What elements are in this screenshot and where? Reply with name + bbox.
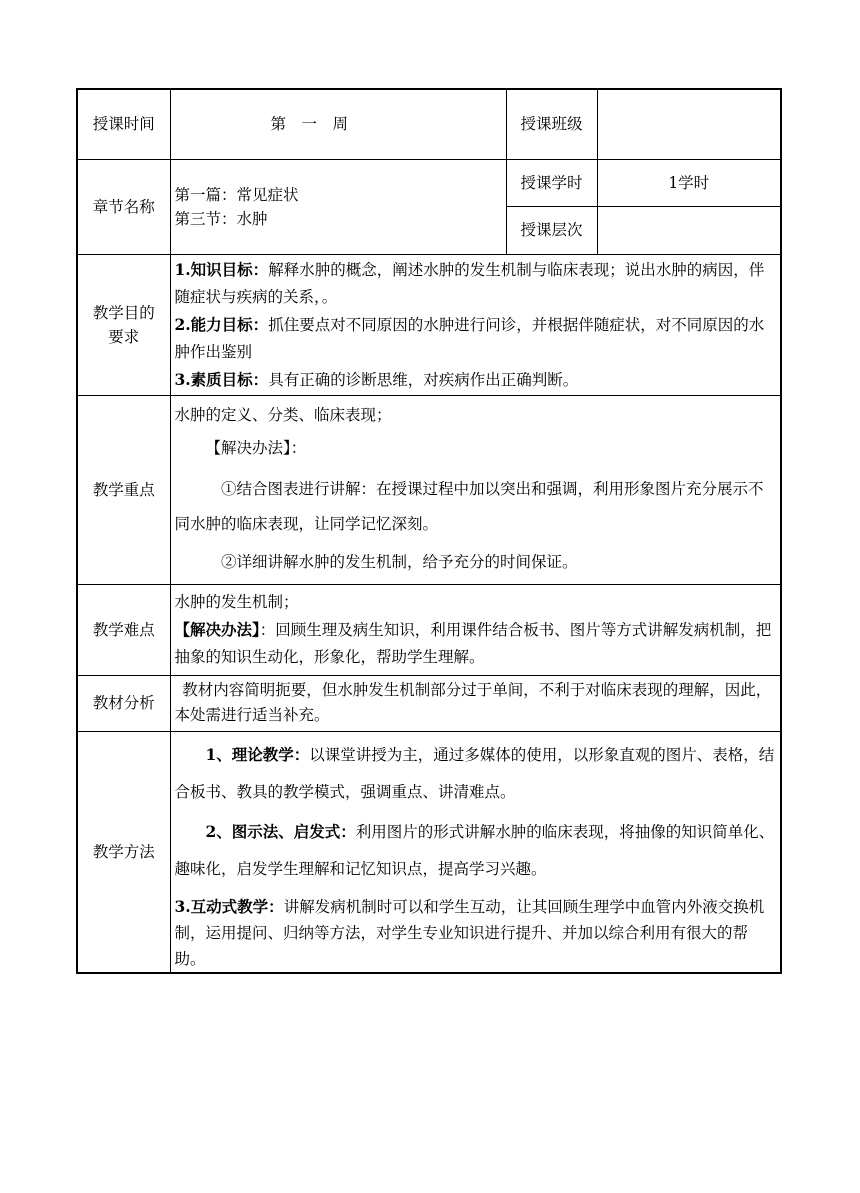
time-value: 第 一 周 bbox=[170, 89, 506, 159]
key-points-item-2: ②详细讲解水肿的发生机制，给予充分的时间保证。 bbox=[221, 552, 578, 571]
row-chapter bbox=[77, 159, 781, 206]
difficulties-solution bbox=[175, 616, 777, 671]
method-text: 以课堂讲授为主，通过多媒体的使用，以形象直观的图片、表格，结合板书、教具的教学模式，强调重点、讲清难点。 bbox=[174, 745, 775, 801]
key-points-solution-title: 【解决办法】： bbox=[205, 438, 307, 457]
row-time bbox=[77, 89, 781, 159]
analysis-content: 教材内容简明扼要，但水肿发生机制部分过于单间，不利于对临床表现的理解，因此，本处需进行适当补充。 bbox=[170, 675, 781, 731]
goal-item bbox=[175, 366, 777, 394]
level-label: 授课层次 bbox=[506, 206, 597, 254]
key-points-intro: 水肿的定义、分类、临床表现； bbox=[174, 405, 392, 424]
row-key-points bbox=[77, 395, 781, 584]
lesson-plan-table bbox=[76, 88, 782, 974]
difficulties-intro: 水肿的发生机制； bbox=[174, 592, 299, 611]
row-goals bbox=[77, 254, 781, 395]
method-title: 2、图示法、启发式： bbox=[205, 821, 356, 841]
key-points-item-1: ①结合图表进行讲解：在授课过程中加以突出和强调，利用形象图片充分展示不同水肿的临床表现，让同学记忆深刻。 bbox=[174, 479, 764, 533]
goals-label-line-1: 教学目的 bbox=[92, 303, 155, 322]
goal-item bbox=[175, 256, 777, 311]
method-item bbox=[175, 894, 777, 972]
hours-value: 1学时 bbox=[597, 159, 781, 206]
difficulties-label: 教学难点 bbox=[77, 584, 170, 675]
goal-title: 3.素质目标： bbox=[174, 369, 269, 389]
row-difficulties bbox=[77, 584, 781, 675]
goals-label-line-2: 要求 bbox=[108, 327, 140, 346]
goal-title: 2.能力目标： bbox=[174, 314, 269, 334]
method-title: 3.互动式教学： bbox=[174, 896, 284, 916]
analysis-label: 教材分析 bbox=[77, 675, 170, 731]
method-item bbox=[175, 736, 777, 811]
lesson-plan-sheet bbox=[76, 88, 780, 974]
goal-title: 1.知识目标： bbox=[174, 259, 269, 279]
method-item bbox=[175, 813, 777, 888]
class-label: 授课班级 bbox=[506, 89, 597, 159]
chapter-line-1: 第一篇：常见症状 bbox=[174, 185, 299, 204]
method-text: 利用图片的形式讲解水肿的临床表现，将抽像的知识简单化、趣味化，启发学生理解和记忆知识点，提高学习兴趣。 bbox=[174, 822, 775, 878]
hours-label: 授课学时 bbox=[506, 159, 597, 206]
difficulties-solution-text: ：回顾生理及病生知识，利用课件结合板书、图片等方式讲解发病机制，把抽象的知识生动化，形象化，帮助学生理解。 bbox=[174, 620, 772, 666]
row-methods bbox=[77, 731, 781, 973]
key-points-label: 教学重点 bbox=[77, 395, 170, 584]
method-title: 1、理论教学： bbox=[205, 744, 310, 764]
goals-content bbox=[170, 254, 781, 395]
difficulties-content bbox=[170, 584, 781, 675]
goal-item bbox=[175, 311, 777, 366]
class-value bbox=[597, 89, 781, 159]
row-analysis bbox=[77, 675, 781, 731]
methods-label: 教学方法 bbox=[77, 731, 170, 973]
chapter-line-2: 第三节：水肿 bbox=[174, 209, 268, 228]
goals-label bbox=[77, 254, 170, 395]
goal-text: 解释水肿的概念，阐述水肿的发生机制与临床表现；说出水肿的病因，伴随症状与疾病的关系，。 bbox=[174, 260, 765, 306]
time-label: 授课时间 bbox=[77, 89, 170, 159]
level-value bbox=[597, 206, 781, 254]
goal-text: 具有正确的诊断思维，对疾病作出正确判断。 bbox=[268, 370, 579, 389]
goal-text: 抓住要点对不同原因的水肿进行问诊，并根据伴随症状，对不同原因的水肿作出鉴别 bbox=[174, 315, 765, 361]
difficulties-solution-title: 【解决办法】 bbox=[174, 619, 260, 639]
methods-content bbox=[170, 731, 781, 973]
key-points-content bbox=[170, 395, 781, 584]
chapter-label: 章节名称 bbox=[77, 159, 170, 254]
method-text: 讲解发病机制时可以和学生互动，让其回顾生理学中血管内外液交换机制，运用提问、归纳等方法，对学生专业知识进行提升、并加以综合利用有很大的帮助。 bbox=[174, 897, 765, 968]
chapter-value bbox=[170, 159, 506, 254]
